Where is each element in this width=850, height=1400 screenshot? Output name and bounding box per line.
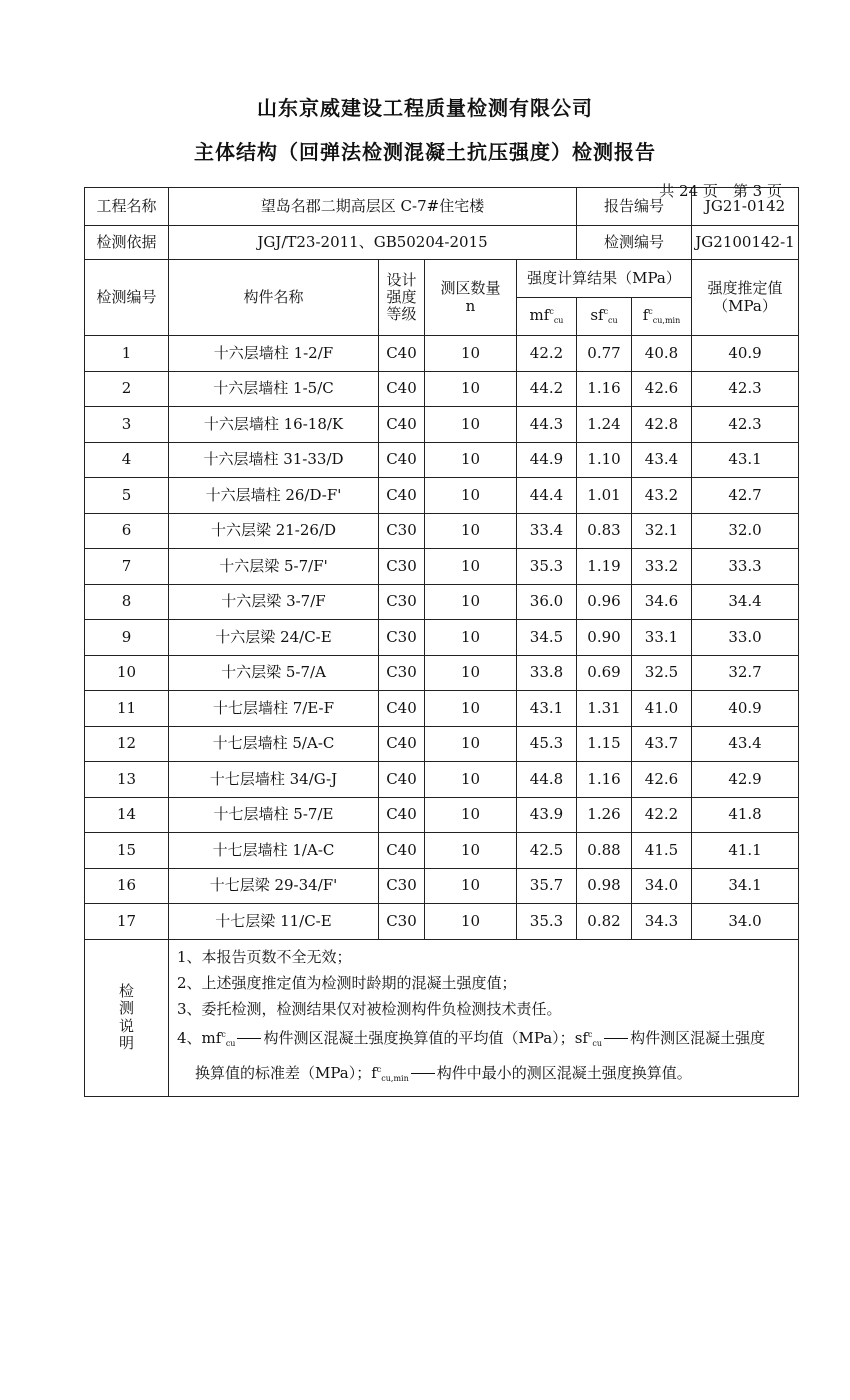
member-name: 十六层墙柱 16-18/K bbox=[169, 407, 379, 443]
info-row-project bbox=[85, 188, 799, 226]
mean-strength: 33.4 bbox=[517, 513, 577, 549]
table-row bbox=[85, 691, 799, 727]
row-id: 6 bbox=[85, 513, 169, 549]
member-name: 十六层墙柱 1-5/C bbox=[169, 371, 379, 407]
design-grade: C30 bbox=[379, 513, 425, 549]
notes-content bbox=[169, 939, 799, 1096]
zone-count: 10 bbox=[425, 868, 517, 904]
std-dev: 0.98 bbox=[577, 868, 632, 904]
mean-strength: 42.5 bbox=[517, 833, 577, 869]
col-est-header: 强度推定值（MPa） bbox=[692, 260, 799, 336]
estimated-strength: 42.3 bbox=[692, 407, 799, 443]
std-dev: 0.82 bbox=[577, 904, 632, 940]
min-strength: 42.6 bbox=[632, 371, 692, 407]
table-row bbox=[85, 868, 799, 904]
project-value: 望岛名郡二期高层区 C-7#住宅楼 bbox=[169, 188, 577, 226]
mean-strength: 36.0 bbox=[517, 584, 577, 620]
basis-value: JGJ/T23-2011、GB50204-2015 bbox=[169, 226, 577, 260]
note4-prefix: 4、 bbox=[177, 1028, 202, 1047]
min-strength: 34.6 bbox=[632, 584, 692, 620]
min-strength: 34.3 bbox=[632, 904, 692, 940]
page-info: 共 24 页 第 3 页 bbox=[659, 182, 782, 200]
col-zones-label: 测区数量 bbox=[440, 279, 501, 298]
dash-line bbox=[604, 1038, 628, 1039]
table-row bbox=[85, 407, 799, 443]
design-grade: C40 bbox=[379, 726, 425, 762]
mean-strength: 44.8 bbox=[517, 762, 577, 798]
min-strength: 33.2 bbox=[632, 549, 692, 585]
design-grade: C40 bbox=[379, 336, 425, 372]
estimated-strength: 34.1 bbox=[692, 868, 799, 904]
mean-strength: 44.4 bbox=[517, 478, 577, 514]
table-row bbox=[85, 620, 799, 656]
note4-sf-desc: 构件测区混凝土强度 bbox=[630, 1028, 766, 1047]
zone-count: 10 bbox=[425, 336, 517, 372]
row-id: 16 bbox=[85, 868, 169, 904]
zone-count: 10 bbox=[425, 726, 517, 762]
mean-strength: 44.9 bbox=[517, 442, 577, 478]
member-name: 十七层墙柱 5/A-C bbox=[169, 726, 379, 762]
std-dev: 1.16 bbox=[577, 371, 632, 407]
estimated-strength: 41.1 bbox=[692, 833, 799, 869]
design-grade: C40 bbox=[379, 442, 425, 478]
notes-row bbox=[85, 939, 799, 1096]
estimated-strength: 34.4 bbox=[692, 584, 799, 620]
estimated-strength: 33.0 bbox=[692, 620, 799, 656]
table-row bbox=[85, 478, 799, 514]
row-id: 15 bbox=[85, 833, 169, 869]
zone-count: 10 bbox=[425, 797, 517, 833]
mf-sup: c bbox=[549, 307, 554, 317]
table-row bbox=[85, 797, 799, 833]
mean-strength: 43.1 bbox=[517, 691, 577, 727]
std-dev: 1.15 bbox=[577, 726, 632, 762]
note4-mf: mf bbox=[201, 1028, 222, 1047]
min-strength: 41.5 bbox=[632, 833, 692, 869]
std-dev: 1.24 bbox=[577, 407, 632, 443]
data-rows bbox=[85, 336, 799, 940]
estimated-strength: 40.9 bbox=[692, 336, 799, 372]
row-id: 10 bbox=[85, 655, 169, 691]
column-header-row bbox=[85, 260, 799, 298]
row-id: 17 bbox=[85, 904, 169, 940]
row-id: 8 bbox=[85, 584, 169, 620]
std-dev: 0.90 bbox=[577, 620, 632, 656]
note4-sf: sf bbox=[574, 1028, 588, 1047]
mean-strength: 35.3 bbox=[517, 904, 577, 940]
std-dev: 0.77 bbox=[577, 336, 632, 372]
notes-label bbox=[85, 939, 169, 1096]
std-dev: 1.01 bbox=[577, 478, 632, 514]
note4-f: f bbox=[371, 1063, 377, 1082]
zone-count: 10 bbox=[425, 584, 517, 620]
note-line-5 bbox=[177, 1057, 790, 1092]
min-strength: 43.7 bbox=[632, 726, 692, 762]
notes-label-char: 明 bbox=[118, 1033, 134, 1052]
std-dev: 1.26 bbox=[577, 797, 632, 833]
zone-count: 10 bbox=[425, 620, 517, 656]
member-name: 十七层梁 11/C-E bbox=[169, 904, 379, 940]
member-name: 十七层墙柱 7/E-F bbox=[169, 691, 379, 727]
notes-label-char: 测 bbox=[118, 999, 134, 1018]
design-grade: C30 bbox=[379, 584, 425, 620]
min-strength: 43.4 bbox=[632, 442, 692, 478]
min-strength: 43.2 bbox=[632, 478, 692, 514]
fmin-sup: c bbox=[648, 307, 653, 317]
col-zones-n: n bbox=[465, 296, 476, 315]
sf-symbol: sf bbox=[590, 306, 604, 325]
note4-cont: 换算值的标准差（MPa）； bbox=[195, 1063, 372, 1082]
std-dev: 1.19 bbox=[577, 549, 632, 585]
estimated-strength: 43.1 bbox=[692, 442, 799, 478]
zone-count: 10 bbox=[425, 833, 517, 869]
min-strength: 32.5 bbox=[632, 655, 692, 691]
estimated-strength: 32.7 bbox=[692, 655, 799, 691]
member-name: 十六层墙柱 26/D-F' bbox=[169, 478, 379, 514]
zone-count: 10 bbox=[425, 513, 517, 549]
mean-strength: 35.3 bbox=[517, 549, 577, 585]
col-sf-header bbox=[577, 298, 632, 336]
test-no-label: 检测编号 bbox=[577, 226, 692, 260]
mean-strength: 44.2 bbox=[517, 371, 577, 407]
info-row-basis bbox=[85, 226, 799, 260]
note4-sf-sub: cu bbox=[592, 1038, 603, 1048]
fmin-symbol: f bbox=[642, 306, 649, 325]
note4-f-sub: cu,min bbox=[381, 1073, 409, 1083]
min-strength: 33.1 bbox=[632, 620, 692, 656]
mf-symbol: mf bbox=[529, 306, 550, 325]
row-id: 14 bbox=[85, 797, 169, 833]
col-grade-header: 设计强度等级 bbox=[379, 260, 425, 336]
table-row bbox=[85, 442, 799, 478]
row-id: 11 bbox=[85, 691, 169, 727]
table-row bbox=[85, 762, 799, 798]
project-label: 工程名称 bbox=[85, 188, 169, 226]
sf-sup: c bbox=[603, 307, 609, 317]
note4-mf-sub: cu bbox=[225, 1038, 236, 1048]
row-id: 3 bbox=[85, 407, 169, 443]
note-line-3: 3、委托检测，检测结果仅对被检测构件负检测技术责任。 bbox=[177, 999, 562, 1018]
col-fmin-header bbox=[632, 298, 692, 336]
member-name: 十六层梁 5-7/A bbox=[169, 655, 379, 691]
report-no-label: 报告编号 bbox=[577, 188, 692, 226]
design-grade: C40 bbox=[379, 762, 425, 798]
member-name: 十六层梁 21-26/D bbox=[169, 513, 379, 549]
zone-count: 10 bbox=[425, 442, 517, 478]
std-dev: 0.69 bbox=[577, 655, 632, 691]
mean-strength: 43.9 bbox=[517, 797, 577, 833]
zone-count: 10 bbox=[425, 691, 517, 727]
notes-label-vertical bbox=[85, 983, 168, 1052]
dash-line bbox=[411, 1073, 435, 1074]
zone-count: 10 bbox=[425, 762, 517, 798]
min-strength: 42.8 bbox=[632, 407, 692, 443]
col-member-header: 构件名称 bbox=[169, 260, 379, 336]
note-line-1: 1、本报告页数不全无效； bbox=[177, 947, 352, 966]
estimated-strength: 42.7 bbox=[692, 478, 799, 514]
design-grade: C40 bbox=[379, 833, 425, 869]
estimated-strength: 32.0 bbox=[692, 513, 799, 549]
design-grade: C30 bbox=[379, 549, 425, 585]
col-zones-header bbox=[425, 260, 517, 336]
min-strength: 41.0 bbox=[632, 691, 692, 727]
table-row bbox=[85, 336, 799, 372]
design-grade: C40 bbox=[379, 371, 425, 407]
design-grade: C40 bbox=[379, 797, 425, 833]
std-dev: 1.10 bbox=[577, 442, 632, 478]
note4-mf-sup: c bbox=[221, 1029, 226, 1039]
row-id: 7 bbox=[85, 549, 169, 585]
design-grade: C30 bbox=[379, 620, 425, 656]
row-id: 5 bbox=[85, 478, 169, 514]
mean-strength: 42.2 bbox=[517, 336, 577, 372]
member-name: 十七层墙柱 5-7/E bbox=[169, 797, 379, 833]
estimated-strength: 41.8 bbox=[692, 797, 799, 833]
member-name: 十六层梁 3-7/F bbox=[169, 584, 379, 620]
design-grade: C40 bbox=[379, 691, 425, 727]
row-id: 1 bbox=[85, 336, 169, 372]
note-line-2: 2、上述强度推定值为检测时龄期的混凝土强度值； bbox=[177, 973, 517, 992]
member-name: 十七层墙柱 1/A-C bbox=[169, 833, 379, 869]
mf-sub: cu bbox=[553, 316, 564, 326]
estimated-strength: 40.9 bbox=[692, 691, 799, 727]
estimated-strength: 33.3 bbox=[692, 549, 799, 585]
member-name: 十七层梁 29-34/F' bbox=[169, 868, 379, 904]
design-grade: C40 bbox=[379, 478, 425, 514]
dash-line bbox=[237, 1038, 261, 1039]
zone-count: 10 bbox=[425, 655, 517, 691]
zone-count: 10 bbox=[425, 904, 517, 940]
zone-count: 10 bbox=[425, 371, 517, 407]
estimated-strength: 34.0 bbox=[692, 904, 799, 940]
std-dev: 1.31 bbox=[577, 691, 632, 727]
fmin-sub: cu,min bbox=[652, 316, 681, 326]
estimated-strength: 42.3 bbox=[692, 371, 799, 407]
mean-strength: 45.3 bbox=[517, 726, 577, 762]
report-no-value: JG21-0142 bbox=[692, 188, 799, 226]
table-row bbox=[85, 584, 799, 620]
row-id: 13 bbox=[85, 762, 169, 798]
col-calc-header: 强度计算结果（MPa） bbox=[517, 260, 692, 298]
min-strength: 40.8 bbox=[632, 336, 692, 372]
member-name: 十六层墙柱 1-2/F bbox=[169, 336, 379, 372]
note4-f-desc: 构件中最小的测区混凝土强度换算值。 bbox=[436, 1063, 692, 1082]
min-strength: 42.6 bbox=[632, 762, 692, 798]
std-dev: 1.16 bbox=[577, 762, 632, 798]
row-id: 12 bbox=[85, 726, 169, 762]
table-row bbox=[85, 549, 799, 585]
member-name: 十六层墙柱 31-33/D bbox=[169, 442, 379, 478]
table-row bbox=[85, 726, 799, 762]
table-row bbox=[85, 833, 799, 869]
col-id-header: 检测编号 bbox=[85, 260, 169, 336]
report-title: 主体结构（回弹法检测混凝土抗压强度）检测报告 bbox=[194, 140, 656, 164]
note4-f-sup: c bbox=[376, 1064, 382, 1074]
design-grade: C30 bbox=[379, 868, 425, 904]
mean-strength: 44.3 bbox=[517, 407, 577, 443]
note-line-4 bbox=[177, 1022, 790, 1057]
row-id: 2 bbox=[85, 371, 169, 407]
basis-label: 检测依据 bbox=[85, 226, 169, 260]
zone-count: 10 bbox=[425, 407, 517, 443]
table-row bbox=[85, 371, 799, 407]
sf-sub: cu bbox=[608, 316, 618, 326]
notes-label-char: 检 bbox=[118, 982, 134, 1000]
estimated-strength: 42.9 bbox=[692, 762, 799, 798]
table-row bbox=[85, 655, 799, 691]
company-name: 山东京威建设工程质量检测有限公司 bbox=[257, 96, 593, 120]
note4-mf-desc: 构件测区混凝土强度换算值的平均值（MPa）； bbox=[263, 1028, 575, 1047]
estimated-strength: 43.4 bbox=[692, 726, 799, 762]
design-grade: C30 bbox=[379, 904, 425, 940]
member-name: 十六层梁 24/C-E bbox=[169, 620, 379, 656]
notes-label-char: 说 bbox=[118, 1016, 134, 1035]
member-name: 十七层墙柱 34/G-J bbox=[169, 762, 379, 798]
row-id: 4 bbox=[85, 442, 169, 478]
test-no-value: JG2100142-1 bbox=[692, 226, 799, 260]
zone-count: 10 bbox=[425, 478, 517, 514]
zone-count: 10 bbox=[425, 549, 517, 585]
std-dev: 0.96 bbox=[577, 584, 632, 620]
table-row bbox=[85, 904, 799, 940]
min-strength: 42.2 bbox=[632, 797, 692, 833]
mean-strength: 34.5 bbox=[517, 620, 577, 656]
std-dev: 0.88 bbox=[577, 833, 632, 869]
table-row bbox=[85, 513, 799, 549]
mean-strength: 33.8 bbox=[517, 655, 577, 691]
report-table bbox=[84, 187, 799, 1097]
col-mf-header bbox=[517, 298, 577, 336]
std-dev: 0.83 bbox=[577, 513, 632, 549]
min-strength: 34.0 bbox=[632, 868, 692, 904]
design-grade: C40 bbox=[379, 407, 425, 443]
row-id: 9 bbox=[85, 620, 169, 656]
design-grade: C30 bbox=[379, 655, 425, 691]
mean-strength: 35.7 bbox=[517, 868, 577, 904]
min-strength: 32.1 bbox=[632, 513, 692, 549]
note4-sf-sup: c bbox=[587, 1029, 593, 1039]
member-name: 十六层梁 5-7/F' bbox=[169, 549, 379, 585]
